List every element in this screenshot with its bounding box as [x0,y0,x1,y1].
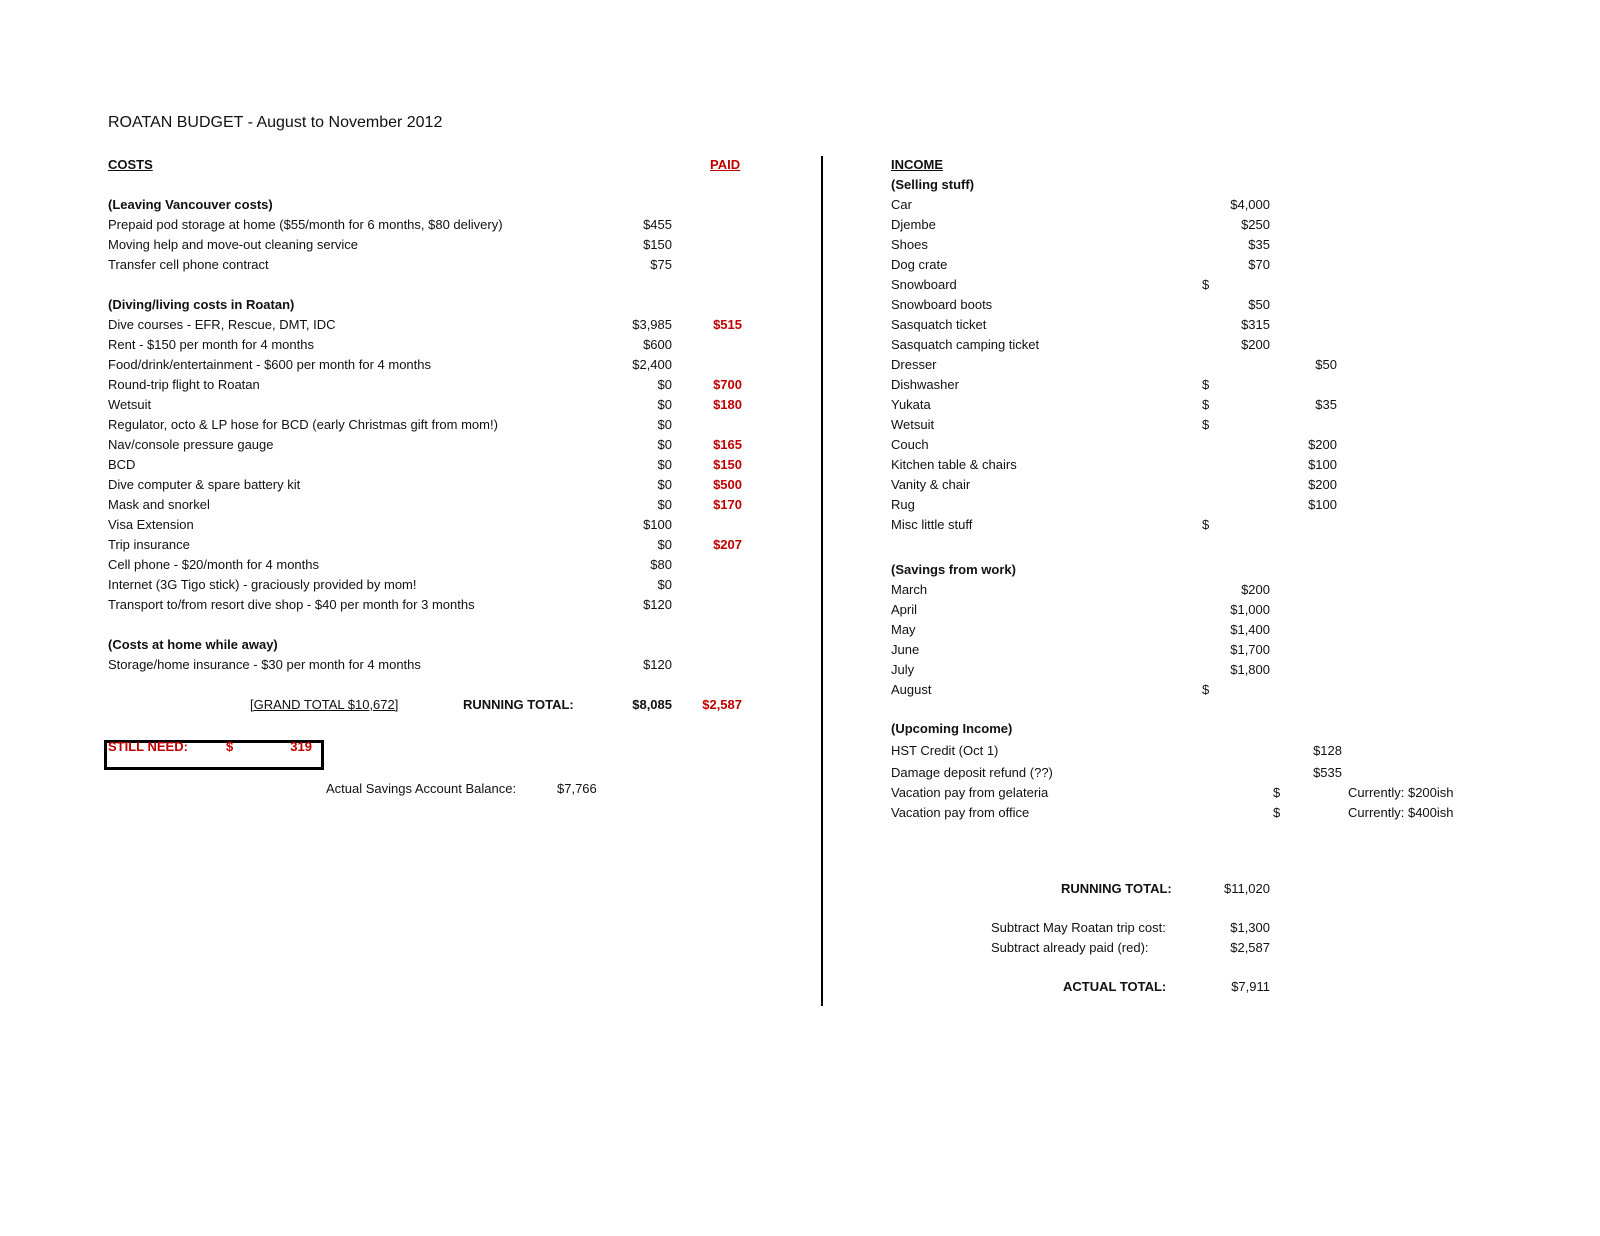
running-total-label: RUNNING TOTAL: [463,697,574,712]
income-item-label: Dresser [891,357,937,372]
upcoming-item-value: $535 [1313,765,1342,780]
cost-item-label: Trip insurance [108,537,190,552]
upcoming-item-value: $128 [1313,743,1342,758]
cost-item-amount: $0 [657,397,672,412]
income-item-label: Vanity & chair [891,477,971,492]
income-item-label: Djembe [891,217,936,232]
savings-balance-value: $7,766 [557,781,597,796]
income-item-value: $200 [1241,582,1270,597]
cost-item-amount: $0 [657,577,672,592]
income-item-value-alt: $35 [1315,397,1337,412]
income-item-dollar: $ [1202,377,1210,392]
cost-item-amount: $120 [643,657,672,672]
income-item-dollar: $ [1202,417,1210,432]
upcoming-item-label: HST Credit (Oct 1) [891,743,999,758]
cost-item-label: Transport to/from resort dive shop - $40 per month for 3 months [108,597,475,612]
income-item-label: Snowboard [891,277,957,292]
costs-section-title: (Costs at home while away) [108,637,278,652]
costs-header: COSTS [108,157,153,172]
cost-item-paid: $180 [713,397,742,412]
income-item-label: Sasquatch camping ticket [891,337,1040,352]
upcoming-item-label: Vacation pay from office [891,805,1030,820]
cost-item-label: Dive computer & spare battery kit [108,477,301,492]
income-section-title: (Upcoming Income) [891,721,1013,736]
subtract-may-value: $1,300 [1230,920,1270,935]
cost-item-paid: $515 [713,317,742,332]
income-item-value-alt: $50 [1315,357,1337,372]
cost-item-label: Wetsuit [108,397,152,412]
upcoming-item-note: Currently: $400ish [1348,805,1454,820]
income-item-label: Dishwasher [891,377,959,392]
income-item-label: Sasquatch ticket [891,317,987,332]
cost-item-amount: $75 [650,257,672,272]
cost-item-label: Rent - $150 per month for 4 months [108,337,314,352]
cost-item-amount: $100 [643,517,672,532]
cost-item-amount: $455 [643,217,672,232]
cost-item-amount: $600 [643,337,672,352]
income-item-value: $4,000 [1230,197,1270,212]
upcoming-item-dollar: $ [1273,785,1281,800]
cost-item-label: Dive courses - EFR, Rescue, DMT, IDC [108,317,336,332]
paid-header: PAID [710,157,741,172]
income-item-value: $250 [1241,217,1270,232]
cost-item-label: Nav/console pressure gauge [108,437,274,452]
still-need-value: 319 [290,739,312,754]
income-item-label: Car [891,197,912,212]
income-item-value: $1,000 [1230,602,1270,617]
income-item-label: Wetsuit [891,417,935,432]
cost-item-amount: $150 [643,237,672,252]
upcoming-item-label: Damage deposit refund (??) [891,765,1053,780]
income-item-value-alt: $200 [1308,437,1337,452]
savings-balance-label: Actual Savings Account Balance: [326,781,517,796]
cost-item-amount: $80 [650,557,672,572]
income-section-title: (Selling stuff) [891,177,975,192]
cost-item-label: Visa Extension [108,517,194,532]
cost-item-paid: $500 [713,477,742,492]
cost-item-label: Cell phone - $20/month for 4 months [108,557,320,572]
cost-item-label: Round-trip flight to Roatan [108,377,260,392]
cost-item-amount: $0 [657,457,672,472]
column-divider [821,156,823,1006]
cost-item-paid: $207 [713,537,742,552]
income-item-label: May [891,622,916,637]
grand-total: [GRAND TOTAL $10,672] [250,697,399,712]
income-item-value-alt: $200 [1308,477,1337,492]
income-item-value: $70 [1248,257,1270,272]
actual-total-value: $7,911 [1231,979,1270,994]
income-running-total: $11,020 [1223,881,1270,896]
costs-section-title: (Leaving Vancouver costs) [108,197,273,212]
income-item-value: $50 [1248,297,1270,312]
cost-item-amount: $0 [657,477,672,492]
cost-item-label: Transfer cell phone contract [108,257,269,272]
still-need-label: STILL NEED: [108,739,188,754]
cost-item-amount: $2,400 [632,357,672,372]
income-item-label: Kitchen table & chairs [891,457,1017,472]
subtract-paid-value: $2,587 [1230,940,1270,955]
income-item-label: Misc little stuff [891,517,973,532]
income-header: INCOME [891,157,943,172]
income-item-value: $1,800 [1230,662,1270,677]
income-item-value: $1,700 [1230,642,1270,657]
income-item-label: August [891,682,932,697]
income-item-value: $35 [1248,237,1270,252]
income-running-total-label: RUNNING TOTAL: [1061,881,1172,896]
cost-item-label: Regulator, octo & LP hose for BCD (early Christmas gift from mom!) [108,417,498,432]
income-item-label: Dog crate [891,257,948,272]
page-title: ROATAN BUDGET - August to November 2012 [108,114,443,131]
cost-item-amount: $3,985 [632,317,672,332]
cost-item-paid: $150 [713,457,742,472]
income-item-label: March [891,582,928,597]
cost-item-amount: $0 [657,537,672,552]
income-item-label: Snowboard boots [891,297,993,312]
subtract-paid-label: Subtract already paid (red): [991,940,1149,955]
cost-item-amount: $0 [657,497,672,512]
cost-item-paid: $700 [713,377,742,392]
income-item-value: $200 [1241,337,1270,352]
subtract-may-label: Subtract May Roatan trip cost: [991,920,1166,935]
cost-item-amount: $0 [657,417,672,432]
running-total-amount: $8,085 [632,697,672,712]
income-item-dollar: $ [1202,397,1210,412]
cost-item-label: Storage/home insurance - $30 per month for 4 months [108,657,421,672]
income-item-label: Couch [891,437,929,452]
income-item-value-alt: $100 [1308,457,1337,472]
still-need-currency: $ [226,739,234,754]
cost-item-label: Moving help and move-out cleaning service [108,237,359,252]
income-item-label: Shoes [891,237,928,252]
cost-item-label: Food/drink/entertainment - $600 per month for 4 months [108,357,432,372]
cost-item-paid: $170 [713,497,742,512]
income-item-label: April [891,602,918,617]
cost-item-amount: $0 [657,377,672,392]
income-section-title: (Savings from work) [891,562,1016,577]
running-total-paid: $2,587 [702,697,742,712]
cost-item-label: Mask and snorkel [108,497,210,512]
cost-item-label: Prepaid pod storage at home ($55/month for 6 months, $80 delivery) [108,217,503,232]
income-item-label: June [891,642,920,657]
income-item-value: $315 [1241,317,1270,332]
actual-total-label: ACTUAL TOTAL: [1063,979,1167,994]
income-item-dollar: $ [1202,682,1210,697]
income-item-value: $1,400 [1230,622,1270,637]
cost-item-amount: $120 [643,597,672,612]
cost-item-label: Internet (3G Tigo stick) - graciously provided by mom! [108,577,417,592]
cost-item-label: BCD [108,457,136,472]
cost-item-amount: $0 [657,437,672,452]
costs-section-title: (Diving/living costs in Roatan) [108,297,295,312]
income-item-dollar: $ [1202,277,1210,292]
income-item-label: Yukata [891,397,931,412]
cost-item-paid: $165 [713,437,742,452]
income-item-dollar: $ [1202,517,1210,532]
income-item-label: Rug [891,497,915,512]
income-item-label: July [891,662,915,677]
income-item-value-alt: $100 [1308,497,1337,512]
upcoming-item-label: Vacation pay from gelateria [891,785,1049,800]
upcoming-item-note: Currently: $200ish [1348,785,1454,800]
upcoming-item-dollar: $ [1273,805,1281,820]
